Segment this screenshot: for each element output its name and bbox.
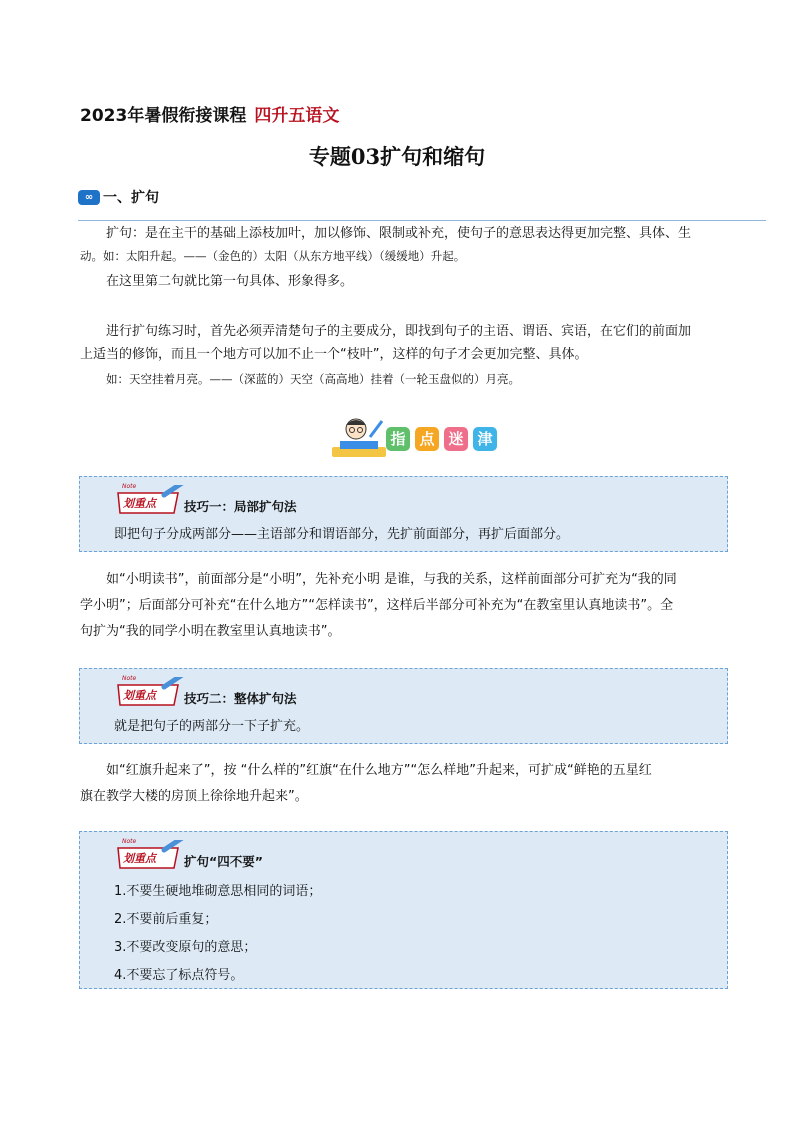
tip-box-3 bbox=[79, 831, 728, 989]
example-line: 学小明”；后面部分可补充“在什么地方”“怎样读书”，这样后半部分可补充为“在教室里认真地读书”。全 bbox=[80, 598, 674, 613]
example-paragraph-2 bbox=[80, 758, 768, 810]
example-line: 句扩为“我的同学小明在教室里认真地读书”。 bbox=[80, 624, 341, 639]
highlight-badge-label: 划重点 bbox=[123, 497, 156, 510]
highlight-badge bbox=[114, 840, 184, 870]
section-divider bbox=[78, 220, 766, 221]
list-item: 1.不要生硬地堆砌意思相同的词语； bbox=[114, 884, 322, 899]
highlight-badge-label: 划重点 bbox=[123, 852, 156, 865]
practice-line: 进行扩句练习时，首先必须弄清楚句子的主要成分，即找到句子的主语、谓语、宾语，在它们的前面加 bbox=[106, 324, 692, 339]
intro-example-line: 动。如：太阳升起。——（金色的）太阳（从东方地平线）（缓缓地）升起。 bbox=[80, 249, 466, 263]
intro-line: 在这里第二句就比第一句具体、形象得多。 bbox=[106, 274, 354, 289]
example-line: 如“红旗升起来了”，按 “什么样的”红旗“在什么地方”“怎么样地”升起来，可扩成“鲜艳的五星红 bbox=[106, 763, 652, 778]
tip-rule-list bbox=[114, 878, 321, 990]
tip-heading: 技巧一：局部扩句法 bbox=[184, 499, 297, 514]
course-header bbox=[80, 101, 339, 126]
highlight-badge bbox=[114, 485, 184, 515]
note-label: Note bbox=[122, 675, 137, 682]
list-item: 4.不要忘了标点符号。 bbox=[114, 968, 244, 983]
intro-line: 扩句：是在主干的基础上添枝加叶，加以修饰、限制或补充，使句子的意思表达得更加完整、具体、生 bbox=[106, 226, 692, 241]
practice-paragraph bbox=[80, 320, 768, 391]
highlight-badge-label: 划重点 bbox=[123, 689, 156, 702]
tip-box-1 bbox=[79, 476, 728, 552]
page-title: 专题03扩句和缩句 bbox=[308, 144, 486, 169]
example-line: 旗在教学大楼的房顶上徐徐地升起来”。 bbox=[80, 789, 308, 804]
tip-body: 即把句子分成两部分——主语部分和谓语部分，先扩前面部分，再扩后面部分。 bbox=[114, 527, 570, 542]
practice-line: 上适当的修饰，而且一个地方可以加不止一个“枝叶”，这样的句子才会更加完整、具体。 bbox=[80, 347, 588, 362]
note-label: Note bbox=[122, 483, 137, 490]
section-badge-icon: ∞ bbox=[78, 190, 100, 205]
list-item: 2.不要前后重复； bbox=[114, 912, 218, 927]
tip-banner-pills bbox=[386, 427, 502, 451]
intro-paragraph bbox=[80, 222, 768, 293]
tip-heading: 扩句“四不要” bbox=[184, 854, 263, 869]
tip-banner-char: 指 bbox=[386, 427, 410, 451]
section-label: 一、扩句 bbox=[103, 190, 159, 206]
tip-body: 就是把句子的两部分一下子扩充。 bbox=[114, 719, 310, 734]
tip-banner bbox=[330, 415, 510, 459]
list-item: 3.不要改变原句的意思； bbox=[114, 940, 257, 955]
student-reading-icon bbox=[330, 415, 388, 461]
course-header-grade: 四升五语文 bbox=[254, 106, 340, 126]
tip-banner-char: 点 bbox=[415, 427, 439, 451]
tip-banner-char: 津 bbox=[473, 427, 497, 451]
section-heading bbox=[78, 187, 159, 207]
note-label: Note bbox=[122, 838, 137, 845]
example-line: 如“小明读书”，前面部分是“小明”，先补充小明 是谁，与我的关系，这样前面部分可扩充为“我的同 bbox=[106, 572, 677, 587]
tip-box-2 bbox=[79, 668, 728, 744]
practice-example-line: 如：天空挂着月亮。——（深蓝的）天空（高高地）挂着（一轮玉盘似的）月亮。 bbox=[106, 372, 520, 386]
example-paragraph-1 bbox=[80, 567, 768, 645]
course-header-prefix: 2023年暑假衔接课程 bbox=[80, 106, 247, 126]
highlight-badge bbox=[114, 677, 184, 707]
tip-banner-char: 迷 bbox=[444, 427, 468, 451]
tip-heading: 技巧二：整体扩句法 bbox=[184, 691, 297, 706]
